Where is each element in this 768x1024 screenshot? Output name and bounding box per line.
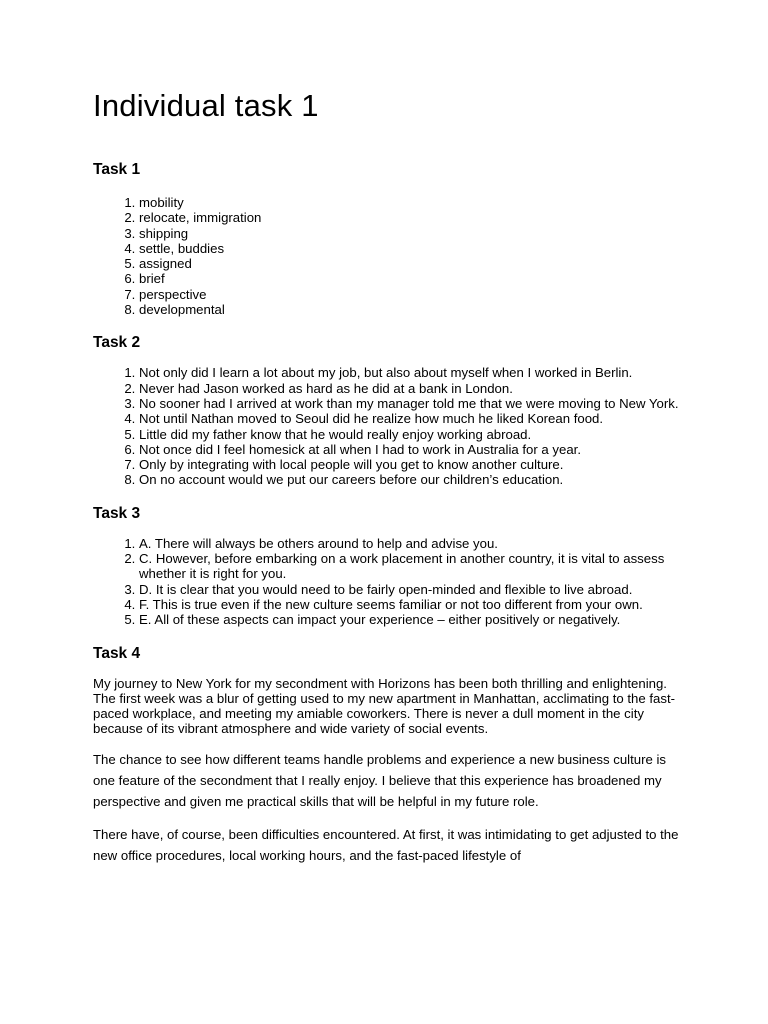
task1-heading: Task 1 <box>93 161 141 178</box>
list-item: 6. Not once did I feel homesick at all when I had to work in Australia for a year. <box>139 442 683 457</box>
task4-heading: Task 4 <box>93 644 141 662</box>
task3-list <box>93 536 683 628</box>
list-item: 4. settle, buddies <box>139 241 683 256</box>
list-item: 8. developmental <box>139 302 683 317</box>
task2-list <box>93 365 683 487</box>
task3-heading: Task 3 <box>93 504 141 522</box>
task1-list <box>93 195 683 317</box>
list-item: 4. F. This is true even if the new culture seems familiar or not too different from your own. <box>139 597 683 612</box>
list-item: 5. assigned <box>139 256 683 271</box>
list-item: 1. A. There will always be others around to help and advise you. <box>139 536 683 551</box>
task4-paragraph-1: My journey to New York for my secondment with Horizons has been both thrilling and enlightening. The first week was a blur of getting used to my new apartment in Manhattan, acclimating to the fast-paced workplace, and meeting my amiable coworkers. There is never a dull moment in the city because of its vibrant atmosphere and wide variety of social events. <box>93 675 676 737</box>
task4-paragraph-2: The chance to see how different teams handle problems and experience a new business culture is one feature of the secondment that I really enjoy. I believe that this experience has broadened my perspective and given me practical skills that will be helpful in my future role. <box>93 751 667 809</box>
list-item: 1. Not only did I learn a lot about my job, but also about myself when I worked in Berlin. <box>139 365 683 380</box>
list-item: 7. perspective <box>139 287 683 302</box>
list-item: 2. Never had Jason worked as hard as he did at a bank in London. <box>139 381 683 396</box>
list-item: 3. D. It is clear that you would need to be fairly open-minded and flexible to live abroad. <box>139 582 683 597</box>
task2-heading: Task 2 <box>93 334 141 352</box>
list-item: 5. E. All of these aspects can impact your experience – either positively or negatively. <box>139 612 683 627</box>
list-item: 2. relocate, immigration <box>139 210 683 225</box>
list-item: 3. shipping <box>139 226 683 241</box>
list-item: 5. Little did my father know that he would really enjoy working abroad. <box>139 427 683 442</box>
document-page <box>93 86 683 866</box>
list-item: 3. No sooner had I arrived at work than my manager told me that we were moving to New York. <box>139 396 683 411</box>
list-item: 4. Not until Nathan moved to Seoul did he realize how much he liked Korean food. <box>139 411 683 426</box>
list-item: 8. On no account would we put our careers before our children’s education. <box>139 472 683 487</box>
task4-paragraph-3: There have, of course, been difficulties encountered. At first, it was intimidating to get adjusted to the new office procedures, local working hours, and the fast-paced lifestyle of <box>93 826 679 863</box>
list-item: 6. brief <box>139 271 683 286</box>
list-item: 7. Only by integrating with local people will you get to know another culture. <box>139 457 683 472</box>
document-title: Individual task 1 <box>93 88 319 123</box>
list-item: 2. C. However, before embarking on a work placement in another country, it is vital to assess whether it is right for you. <box>139 551 683 582</box>
list-item: 1. mobility <box>139 195 683 210</box>
